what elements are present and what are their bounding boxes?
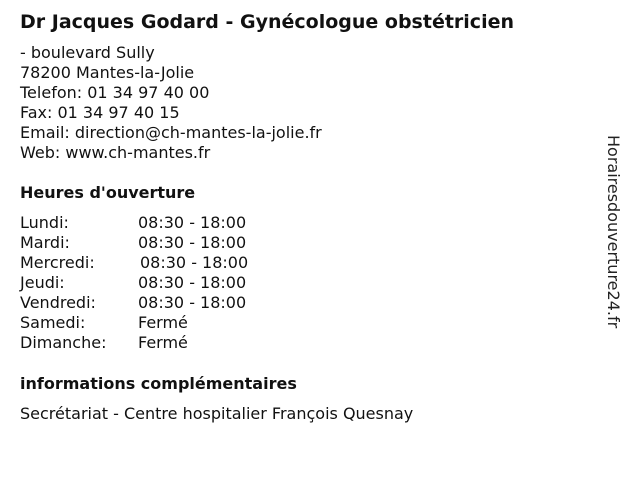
hours-heading: Heures d'ouverture xyxy=(20,183,196,202)
info-heading: informations complémentaires xyxy=(20,374,297,393)
contact-block xyxy=(20,43,322,163)
day-label: Mardi: xyxy=(20,233,70,252)
time-value: 08:30 - 18:00 xyxy=(140,253,249,272)
time-value: 08:30 - 18:00 xyxy=(138,213,247,232)
site-watermark: Horairesdouverture24.fr xyxy=(604,135,623,329)
hours-row-thursday xyxy=(20,273,320,293)
hours-row-tuesday xyxy=(20,233,320,253)
day-label: Jeudi: xyxy=(20,273,65,292)
info-text: Secrétariat - Centre hospitalier François Quesnay xyxy=(20,404,414,423)
day-label: Dimanche: xyxy=(20,333,107,352)
hours-row-sunday xyxy=(20,333,320,353)
time-value: 08:30 - 18:00 xyxy=(138,273,247,292)
hours-table xyxy=(20,213,320,353)
website: Web: www.ch-mantes.fr xyxy=(20,143,211,162)
hours-row-wednesday xyxy=(20,253,320,273)
email-address: Email: direction@ch-mantes-la-jolie.fr xyxy=(20,123,322,142)
hours-row-monday xyxy=(20,213,320,233)
phone-number: Telefon: 01 34 97 40 00 xyxy=(20,83,210,102)
hours-row-saturday xyxy=(20,313,320,333)
page-title: Dr Jacques Godard - Gynécologue obstétricien xyxy=(20,11,514,33)
time-value: Fermé xyxy=(138,313,188,332)
address-city: 78200 Mantes-la-Jolie xyxy=(20,63,195,82)
day-label: Samedi: xyxy=(20,313,86,332)
address-street: - boulevard Sully xyxy=(20,43,155,62)
time-value: Fermé xyxy=(138,333,188,352)
time-value: 08:30 - 18:00 xyxy=(138,293,247,312)
day-label: Vendredi: xyxy=(20,293,96,312)
fax-number: Fax: 01 34 97 40 15 xyxy=(20,103,180,122)
day-label: Lundi: xyxy=(20,213,69,232)
time-value: 08:30 - 18:00 xyxy=(138,233,247,252)
hours-row-friday xyxy=(20,293,320,313)
day-label: Mercredi: xyxy=(20,253,95,272)
